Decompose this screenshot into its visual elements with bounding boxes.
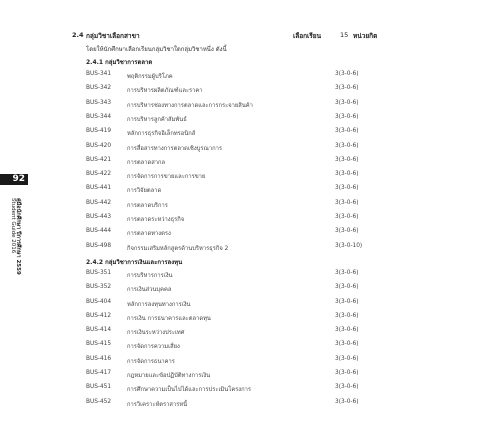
course-row <box>86 341 386 350</box>
course-row <box>86 228 386 237</box>
course-code: BUS-442 <box>86 199 112 206</box>
course-credits: 3(3-0-6) <box>335 85 359 92</box>
course-credits: 3(3-0-6) <box>335 71 359 77</box>
course-code: BUS-452 <box>86 398 112 405</box>
course-credits: 3(3-0-6) <box>335 228 359 235</box>
course-credits: 3(3-0-6) <box>335 185 359 192</box>
course-code: BUS-416 <box>86 355 112 362</box>
course-row <box>86 157 386 166</box>
course-name: การสื่อสารทางการตลาดเชิงบูรณาการ <box>127 145 222 152</box>
course-code: BUS-443 <box>86 214 112 220</box>
course-name: การเงินส่วนบุคคล <box>127 287 172 294</box>
section-requirement: เลือกเรียน <box>293 32 322 40</box>
course-credits: 3(3-0-6) <box>335 199 359 206</box>
course-credits: 3(3-0-6) <box>335 384 359 391</box>
course-name: การวิเคราะห์ตราสารหนี้ <box>127 401 188 408</box>
course-code: BUS-341 <box>86 71 112 77</box>
course-code: BUS-444 <box>86 228 112 235</box>
course-credits: 3(3-0-6) <box>335 113 359 120</box>
course-row <box>86 284 386 293</box>
course-credits: 3(3-0-6) <box>335 269 359 276</box>
section-title: กลุ่มวิชาเลือกสาขา <box>86 32 140 40</box>
course-name: การเงิน การธนาคารและตลาดทุน <box>127 315 211 322</box>
course-name: พฤติกรรมผู้บริโภค <box>127 74 173 80</box>
course-name: หลักการลงทุนทางการเงิน <box>127 301 191 308</box>
course-code: BUS-342 <box>86 85 112 92</box>
course-credits: 3(3-0-10) <box>335 242 363 249</box>
course-credits: 3(3-0-6) <box>335 214 359 220</box>
course-row <box>86 71 386 80</box>
course-credits: 3(3-0-6) <box>335 355 359 362</box>
course-name: การศึกษาความเป็นไปได้และการประเมินโครงการ <box>127 387 252 394</box>
course-code: BUS-344 <box>86 113 112 120</box>
course-code: BUS-422 <box>86 171 112 178</box>
course-credits: 3(3-0-6) <box>335 128 359 135</box>
course-row <box>86 384 386 393</box>
section-note: โดยให้นักศึกษาเลือกเรียนกลุ่มวิชาใดกลุ่มวิชาหนึ่ง ดังนี้ <box>86 46 227 53</box>
course-name: การบริหารช่องทางการตลาดและการกระจายสินค้า <box>127 102 253 109</box>
course-name: การตลาดบริการ <box>127 202 168 209</box>
course-name: กฎหมายและข้อปฏิบัติทางการเงิน <box>127 373 211 379</box>
course-credits: 3(3-0-6) <box>335 171 359 178</box>
page-number: 92 <box>0 174 28 185</box>
course-code: BUS-352 <box>86 284 112 291</box>
course-name: หลักการธุรกิจอิเล็กทรอนิกส์ <box>127 131 196 138</box>
course-code: BUS-421 <box>86 156 112 163</box>
course-row <box>86 100 386 109</box>
course-credits: 3(3-0-6) <box>335 99 359 106</box>
course-code: BUS-404 <box>86 298 112 305</box>
section-unit: หน่วยกิต <box>353 32 378 40</box>
course-name: การตลาดทางตรง <box>127 231 171 238</box>
course-code: BUS-441 <box>86 185 112 192</box>
course-name: กิจกรรมเสริมหลักสูตรด้านบริหารธุรกิจ 2 <box>127 245 229 252</box>
course-row <box>86 327 386 336</box>
course-row <box>86 243 386 252</box>
course-credits: 3(3-0-6) <box>335 398 359 405</box>
course-name: การตลาดสากล <box>127 159 166 166</box>
course-code: BUS-351 <box>86 269 112 276</box>
course-credits: 3(3-0-6) <box>335 312 359 319</box>
course-row <box>86 171 386 180</box>
group-heading: 2.4.2 กลุ่มวิชาการเงินและการลงทุน <box>86 258 183 266</box>
course-code: BUS-451 <box>86 384 112 391</box>
section-number: 2.4 <box>72 31 84 39</box>
course-credits: 3(3-0-6) <box>335 298 359 305</box>
course-name: การจัดการความเสี่ยง <box>127 344 180 351</box>
course-credits: 3(3-0-6) <box>335 327 359 334</box>
course-code: BUS-417 <box>86 370 112 376</box>
course-row <box>86 214 386 223</box>
side-title-thai: คู่มือนักศึกษา ปีการศึกษา 2559 <box>15 198 21 275</box>
course-row <box>86 85 386 94</box>
course-credits: 3(3-0-6) <box>335 156 359 163</box>
course-credits: 3(3-0-6) <box>335 370 359 376</box>
course-row <box>86 299 386 308</box>
course-row <box>86 313 386 322</box>
group-heading: 2.4.1 กลุ่มวิชาการตลาด <box>86 59 153 66</box>
section-heading <box>72 31 432 41</box>
course-name: การจัดการการขายและการขาย <box>127 174 206 181</box>
course-row <box>86 270 386 279</box>
course-code: BUS-420 <box>86 142 112 149</box>
course-row <box>86 399 386 408</box>
course-code: BUS-415 <box>86 341 112 348</box>
course-name: การบริหารการเงิน <box>127 272 173 279</box>
side-title-english: Student Guide 2016 <box>10 198 16 254</box>
course-name: การบริหารลูกค้าสัมพันธ์ <box>127 116 187 123</box>
course-name: การจัดการธนาคาร <box>127 358 175 365</box>
course-credits: 3(3-0-6) <box>335 142 359 149</box>
course-row <box>86 128 386 137</box>
course-name: การตลาดระหว่างธุรกิจ <box>127 217 185 223</box>
course-code: BUS-498 <box>86 242 112 249</box>
course-row <box>86 185 386 194</box>
course-row <box>86 200 386 209</box>
course-code: BUS-414 <box>86 327 112 334</box>
course-name: การบริหารผลิตภัณฑ์และราคา <box>127 88 203 95</box>
course-name: การเงินระหว่างประเทศ <box>127 330 185 337</box>
side-running-title <box>8 198 20 278</box>
course-code: BUS-419 <box>86 128 112 135</box>
course-row <box>86 370 386 379</box>
course-code: BUS-412 <box>86 312 112 319</box>
course-credits: 3(3-0-6) <box>335 341 359 348</box>
course-row <box>86 356 386 365</box>
course-row <box>86 143 386 152</box>
course-name: การวิจัยตลาด <box>127 188 162 195</box>
course-credits: 3(3-0-6) <box>335 284 359 291</box>
course-row <box>86 114 386 123</box>
course-code: BUS-343 <box>86 99 112 106</box>
section-credits: 15 <box>340 31 349 39</box>
